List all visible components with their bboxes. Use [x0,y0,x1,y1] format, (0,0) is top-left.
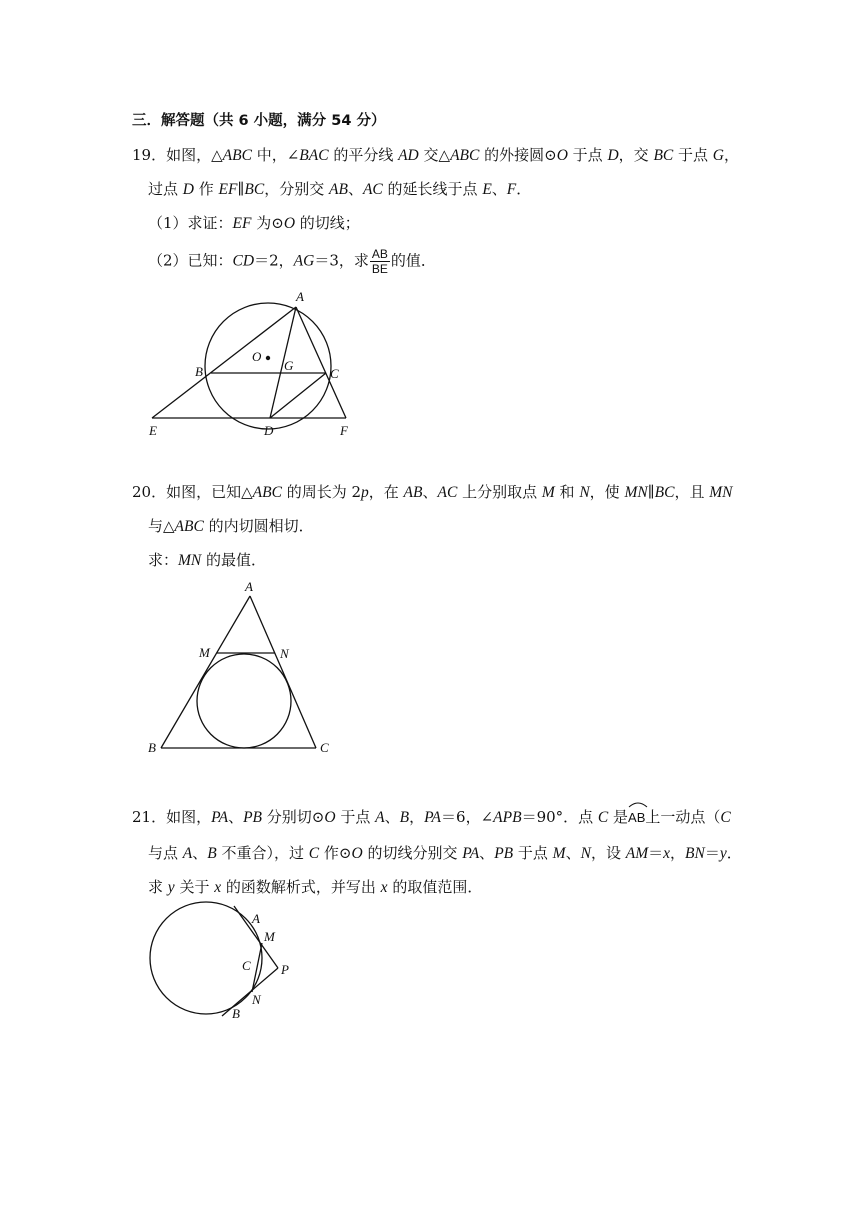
q19-text: （2）已知： [148,251,233,270]
q20-text: 的内切圆相切． [203,517,314,535]
q21-text: 、 [192,844,208,862]
q21-text: 、 [565,844,581,862]
q19-text: （1）求证： [148,214,233,232]
q21-var: PB [243,809,263,826]
q21-text: ＝ [648,844,664,862]
q21-var: BN [685,845,705,862]
q20-var: MN [178,552,202,569]
q19-var: D [607,147,619,164]
q21-text: 分别切⊙ [262,808,325,826]
q19-text: ． [516,180,532,198]
q21-text: 的函数解析式，并写出 [221,878,381,896]
q21-var: APB [493,809,522,826]
tangent-MN [252,943,262,992]
center-point-O [266,356,270,360]
label-B: B [148,740,156,755]
q19-text: ∥ [237,180,245,198]
q21-text: 、 [228,808,244,826]
q19-var: ABC [450,147,480,164]
q21-var: N [580,845,591,862]
q20-text: 、 [422,483,438,501]
q20-var: N [579,484,590,501]
q21-text: 于点 [335,808,376,826]
q19-text: 如图，△ [166,146,223,164]
q19-text: 交△ [418,146,451,164]
q21-line-2 [148,842,742,865]
label-A: A [296,289,304,304]
q21-var: y [719,845,727,862]
q20-text: ，且 [674,483,710,501]
q19-text: ，交 [618,146,654,164]
q19-text: ， [724,146,740,164]
q19-var: G [712,147,724,164]
q19-text: 的平分线 [328,146,399,164]
q21-var: C [720,809,731,826]
q19-var: AD [398,147,419,164]
label-C: C [320,740,329,755]
q20-text: 的周长为 2 [281,483,362,501]
q21-var: PA [211,809,229,826]
q21-text: 与点 [148,844,183,862]
fraction-numerator: AB [371,247,388,261]
q19-var: AG [293,252,315,270]
q21-figure [140,900,310,1025]
q19-text: 的值． [390,251,436,270]
q20-var: ABC [252,484,282,501]
q21-text: 求 [148,878,168,896]
q19-var: AB [329,181,348,198]
q19-text: ，分别交 [264,180,329,198]
q19-text: 、 [491,180,507,198]
q21-text: 如图， [166,808,212,826]
q19-text: 、 [347,180,363,198]
q19-text: 中，∠ [251,146,300,164]
q19-text: 的切线； [295,214,360,232]
q21-var: PA [462,845,480,862]
q19-text: 于点 [567,146,608,164]
q19-var: AC [362,181,383,198]
q21-var: O [324,809,336,826]
q19-var: F [506,181,517,198]
q21-number: 21． [132,808,167,826]
q21-var: B [207,845,217,862]
q21-var: M [552,845,566,862]
segment-AB [161,596,250,748]
q20-text: 上分别取点 [457,483,542,501]
q19-part-1 [148,212,360,235]
q21-text: ＝6，∠ [441,808,494,826]
segment-AF [296,307,346,418]
label-C: C [242,958,251,973]
q21-var: x [380,879,388,896]
q20-text: 与△ [148,517,175,535]
q21-var: x [663,845,671,862]
q19-figure [140,285,370,445]
label-G: G [284,358,294,373]
q20-var: MN [624,484,648,501]
q20-text: 的最值． [201,551,267,569]
q19-line-1 [132,144,739,167]
q21-text: ． [726,844,742,862]
q20-var: ABC [174,518,204,535]
incircle [197,654,291,748]
arc-mark-icon [628,800,648,808]
q20-var: MN [709,484,733,501]
segment-AC [250,596,316,748]
q20-var: AB [403,484,423,501]
q20-text: 求： [148,551,179,569]
q21-text: 于点 [513,844,553,862]
q21-var: y [167,879,175,896]
q20-var: BC [654,484,675,501]
q19-line-2 [148,178,531,201]
q19-text: 过点 [148,180,183,198]
label-N: N [252,992,261,1007]
q21-var: A [375,809,385,826]
q21-var: C [597,809,609,826]
q19-text: ＝3，求 [314,251,369,270]
label-B: B [195,364,203,379]
arc-AB [628,807,645,829]
label-F: F [340,423,348,438]
label-M: M [199,645,210,660]
q19-var: O [283,215,296,232]
q19-text: 的延长线于点 [382,180,483,198]
q20-figure [140,575,340,760]
q19-var: O [556,147,568,164]
q20-text: ，使 [589,483,625,501]
q19-text: 于点 [673,146,713,164]
q21-var: x [214,879,222,896]
q21-text: ＝90°．点 [521,808,598,826]
q21-text: 、 [479,844,495,862]
q21-var: PA [424,809,442,826]
q19-var: E [482,181,492,198]
q21-text: ，设 [590,844,626,862]
q21-var: C [308,845,320,862]
q19-var: BC [244,181,265,198]
q19-text: 为⊙ [251,214,284,232]
label-B: B [232,1006,240,1021]
label-P: P [281,962,289,977]
q21-text: 的切线分别交 [362,844,463,862]
q19-part-2 [148,248,436,275]
label-M: M [264,929,275,944]
q21-var: B [399,809,410,826]
q21-line-3 [148,876,482,899]
q21-text: 作⊙ [319,844,352,862]
q19-var: BC [653,147,674,164]
q19-var: D [182,181,194,198]
q19-fraction [370,248,390,275]
q20-text: 和 [554,483,580,501]
tangent-PB [222,968,278,1016]
q21-text: 、 [384,808,400,826]
q21-text: 不重合），过 [216,844,309,862]
q21-text: ＝ [704,844,720,862]
label-D: D [264,423,274,438]
q20-text: ，在 [368,483,404,501]
fraction-denominator: BE [371,262,388,276]
q20-line-2 [148,515,314,538]
q19-var: ABC [222,147,252,164]
q21-text: 上一动点（ [645,808,721,826]
q21-line-1 [132,806,731,829]
q20-var: p [361,484,369,501]
label-A: A [245,579,253,594]
q19-var: CD [232,252,255,270]
q19-number: 19． [132,146,167,164]
q19-var: BAC [299,147,329,164]
q19-var: EF [232,215,252,232]
q21-var: O [351,845,363,862]
q20-text: 如图，已知△ [166,483,253,501]
q20-var: M [541,484,555,501]
section-title: 三．解答题（共 6 小题，满分 54 分） [132,113,386,129]
q21-text: 是 [608,808,629,826]
q21-var: AM [625,845,649,862]
label-E: E [149,423,157,438]
q20-number: 20． [132,483,167,501]
q19-text: 的外接圆⊙ [479,146,557,164]
q21-var: A [182,845,193,862]
q21-var: PB [494,845,514,862]
q19-var: EF [218,181,238,198]
q20-text: ∥ [647,483,655,501]
q21-text: 的取值范围． [387,878,483,896]
arc-AB-label: AB [628,810,646,825]
circumcircle-O [205,303,331,429]
q19-text: 作 [193,180,219,198]
q21-text: 关于 [174,878,215,896]
label-A: A [252,911,260,926]
label-C: C [330,366,339,381]
q20-line-3 [148,549,266,572]
label-O: O [252,349,262,364]
q20-var: AC [437,484,458,501]
q21-text: ， [670,844,686,862]
q21-text: ， [409,808,425,826]
label-N: N [280,646,289,661]
q19-text: ＝2， [254,251,294,270]
q20-line-1 [132,481,732,504]
